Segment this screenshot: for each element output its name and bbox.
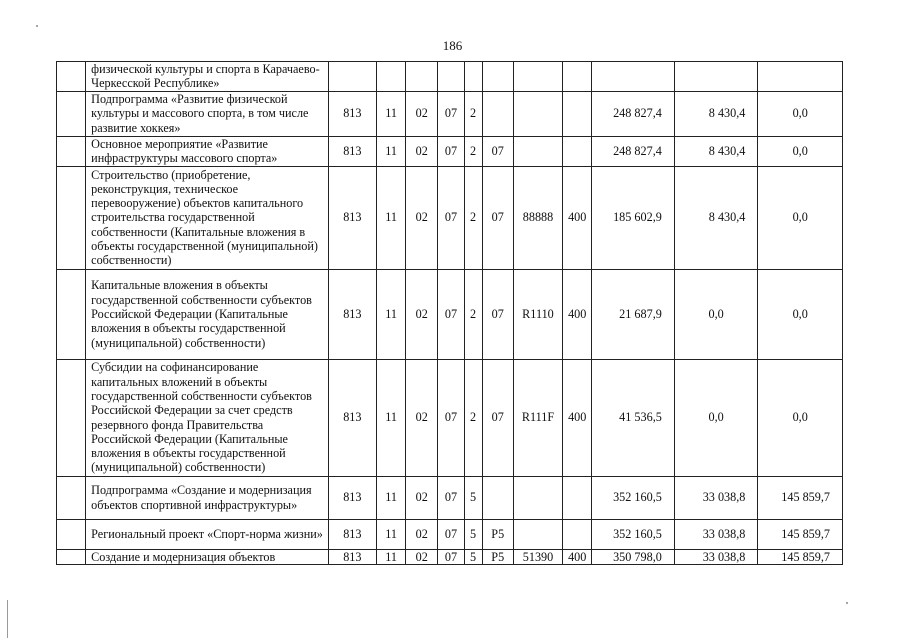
event-code: P5 (482, 519, 513, 549)
direction-code (513, 62, 562, 92)
section-code: 11 (377, 549, 406, 564)
expense-type-code: 400 (563, 549, 592, 564)
event-code: 07 (482, 359, 513, 476)
table-row (57, 549, 843, 564)
page-number: 186 (442, 38, 463, 53)
amount-year-1 (592, 62, 675, 92)
table-row (57, 166, 843, 269)
direction-code (513, 91, 562, 136)
subsection-code: 02 (406, 269, 438, 359)
subsection-code: 02 (406, 519, 438, 549)
amount-year-3: 145 859,7 (758, 549, 843, 564)
row-index-cell (57, 166, 86, 269)
program-code: 07 (438, 166, 464, 269)
subprogram-code: 2 (464, 136, 482, 166)
amount-year-1: 185 602,9 (592, 166, 675, 269)
subprogram-code: 5 (464, 519, 482, 549)
row-name: Основное мероприятие «Развитие инфраструктуры массового спорта» (86, 136, 329, 166)
expense-type-code (563, 476, 592, 519)
row-name: Субсидии на софинансирование капитальных вложений в объекты государственной собственности субъектов Российской Федерации за счет средств резервного фонда Правительства Российской Федерации (Капитальные вложения в объекты государственной (муниципальной) собственности) (86, 359, 329, 476)
section-code: 11 (377, 91, 406, 136)
amount-year-3: 145 859,7 (758, 519, 843, 549)
row-index-cell (57, 519, 86, 549)
direction-code (513, 136, 562, 166)
program-code (438, 62, 464, 92)
subsection-code: 02 (406, 91, 438, 136)
row-index-cell (57, 549, 86, 564)
program-code: 07 (438, 91, 464, 136)
subprogram-code: 5 (464, 549, 482, 564)
table-row (57, 359, 843, 476)
direction-code: R111F (513, 359, 562, 476)
ministry-code (328, 62, 376, 92)
row-name: Строительство (приобретение, реконструкция, техническое перевооружение) объектов капитального строительства государственной собственности (Капитальные вложения в объекты государственной (муниципальной) собственности) (86, 166, 329, 269)
row-index-cell (57, 136, 86, 166)
amount-year-3: 145 859,7 (758, 476, 843, 519)
amount-year-1: 350 798,0 (592, 549, 675, 564)
row-index-cell (57, 359, 86, 476)
amount-year-3: 0,0 (758, 91, 843, 136)
amount-year-2: 33 038,8 (674, 519, 758, 549)
amount-year-1: 352 160,5 (592, 519, 675, 549)
event-code (482, 91, 513, 136)
table-row (57, 269, 843, 359)
expense-type-code: 400 (563, 166, 592, 269)
amount-year-1: 41 536,5 (592, 359, 675, 476)
subprogram-code: 2 (464, 359, 482, 476)
subprogram-code (464, 62, 482, 92)
event-code: P5 (482, 549, 513, 564)
ministry-code: 813 (328, 549, 376, 564)
budget-table (56, 61, 843, 565)
program-code: 07 (438, 269, 464, 359)
direction-code: R1110 (513, 269, 562, 359)
amount-year-2: 8 430,4 (674, 91, 758, 136)
row-index-cell (57, 476, 86, 519)
table-row (57, 62, 843, 92)
row-name: физической культуры и спорта в Карачаево-Черкесской Республике» (86, 62, 329, 92)
direction-code: 88888 (513, 166, 562, 269)
subprogram-code: 5 (464, 476, 482, 519)
row-name: Подпрограмма «Развитие физической культуры и массового спорта, в том числе развитие хоккея» (86, 91, 329, 136)
section-code: 11 (377, 359, 406, 476)
row-name: Создание и модернизация объектов (86, 549, 329, 564)
ministry-code: 813 (328, 91, 376, 136)
subsection-code: 02 (406, 136, 438, 166)
section-code: 11 (377, 476, 406, 519)
amount-year-1: 248 827,4 (592, 136, 675, 166)
amount-year-1: 352 160,5 (592, 476, 675, 519)
table-row (57, 91, 843, 136)
scan-edge-mark (7, 600, 8, 638)
subsection-code: 02 (406, 359, 438, 476)
section-code (377, 62, 406, 92)
row-index-cell (57, 62, 86, 92)
direction-code (513, 519, 562, 549)
section-code: 11 (377, 519, 406, 549)
amount-year-2 (674, 62, 758, 92)
subprogram-code: 2 (464, 91, 482, 136)
subsection-code: 02 (406, 166, 438, 269)
section-code: 11 (377, 269, 406, 359)
amount-year-3: 0,0 (758, 136, 843, 166)
amount-year-2: 33 038,8 (674, 476, 758, 519)
expense-type-code: 400 (563, 359, 592, 476)
expense-type-code (563, 519, 592, 549)
event-code: 07 (482, 166, 513, 269)
row-index-cell (57, 269, 86, 359)
scan-speck (36, 25, 38, 27)
program-code: 07 (438, 136, 464, 166)
amount-year-3 (758, 62, 843, 92)
row-name: Капитальные вложения в объекты государственной собственности субъектов Российской Федерации (Капитальные вложения в объекты государственной (муниципальной) собственности) (86, 269, 329, 359)
ministry-code: 813 (328, 166, 376, 269)
row-name: Подпрограмма «Создание и модернизация объектов спортивной инфраструктуры» (86, 476, 329, 519)
ministry-code: 813 (328, 519, 376, 549)
program-code: 07 (438, 359, 464, 476)
subsection-code (406, 62, 438, 92)
amount-year-1: 21 687,9 (592, 269, 675, 359)
subsection-code: 02 (406, 476, 438, 519)
program-code: 07 (438, 519, 464, 549)
section-code: 11 (377, 136, 406, 166)
event-code: 07 (482, 136, 513, 166)
subsection-code: 02 (406, 549, 438, 564)
direction-code (513, 476, 562, 519)
amount-year-3: 0,0 (758, 359, 843, 476)
scan-speck (846, 602, 848, 604)
direction-code: 51390 (513, 549, 562, 564)
program-code: 07 (438, 476, 464, 519)
subprogram-code: 2 (464, 166, 482, 269)
event-code (482, 476, 513, 519)
section-code: 11 (377, 166, 406, 269)
table-row (57, 136, 843, 166)
expense-type-code (563, 62, 592, 92)
amount-year-2: 0,0 (674, 359, 758, 476)
row-index-cell (57, 91, 86, 136)
subprogram-code: 2 (464, 269, 482, 359)
ministry-code: 813 (328, 269, 376, 359)
expense-type-code (563, 136, 592, 166)
program-code: 07 (438, 549, 464, 564)
event-code (482, 62, 513, 92)
amount-year-2: 0,0 (674, 269, 758, 359)
amount-year-3: 0,0 (758, 269, 843, 359)
ministry-code: 813 (328, 359, 376, 476)
amount-year-2: 8 430,4 (674, 136, 758, 166)
table-body (57, 62, 843, 565)
event-code: 07 (482, 269, 513, 359)
amount-year-3: 0,0 (758, 166, 843, 269)
table-row (57, 476, 843, 519)
amount-year-2: 8 430,4 (674, 166, 758, 269)
amount-year-1: 248 827,4 (592, 91, 675, 136)
expense-type-code: 400 (563, 269, 592, 359)
ministry-code: 813 (328, 476, 376, 519)
row-name: Региональный проект «Спорт-норма жизни» (86, 519, 329, 549)
amount-year-2: 33 038,8 (674, 549, 758, 564)
expense-type-code (563, 91, 592, 136)
table-row (57, 519, 843, 549)
ministry-code: 813 (328, 136, 376, 166)
